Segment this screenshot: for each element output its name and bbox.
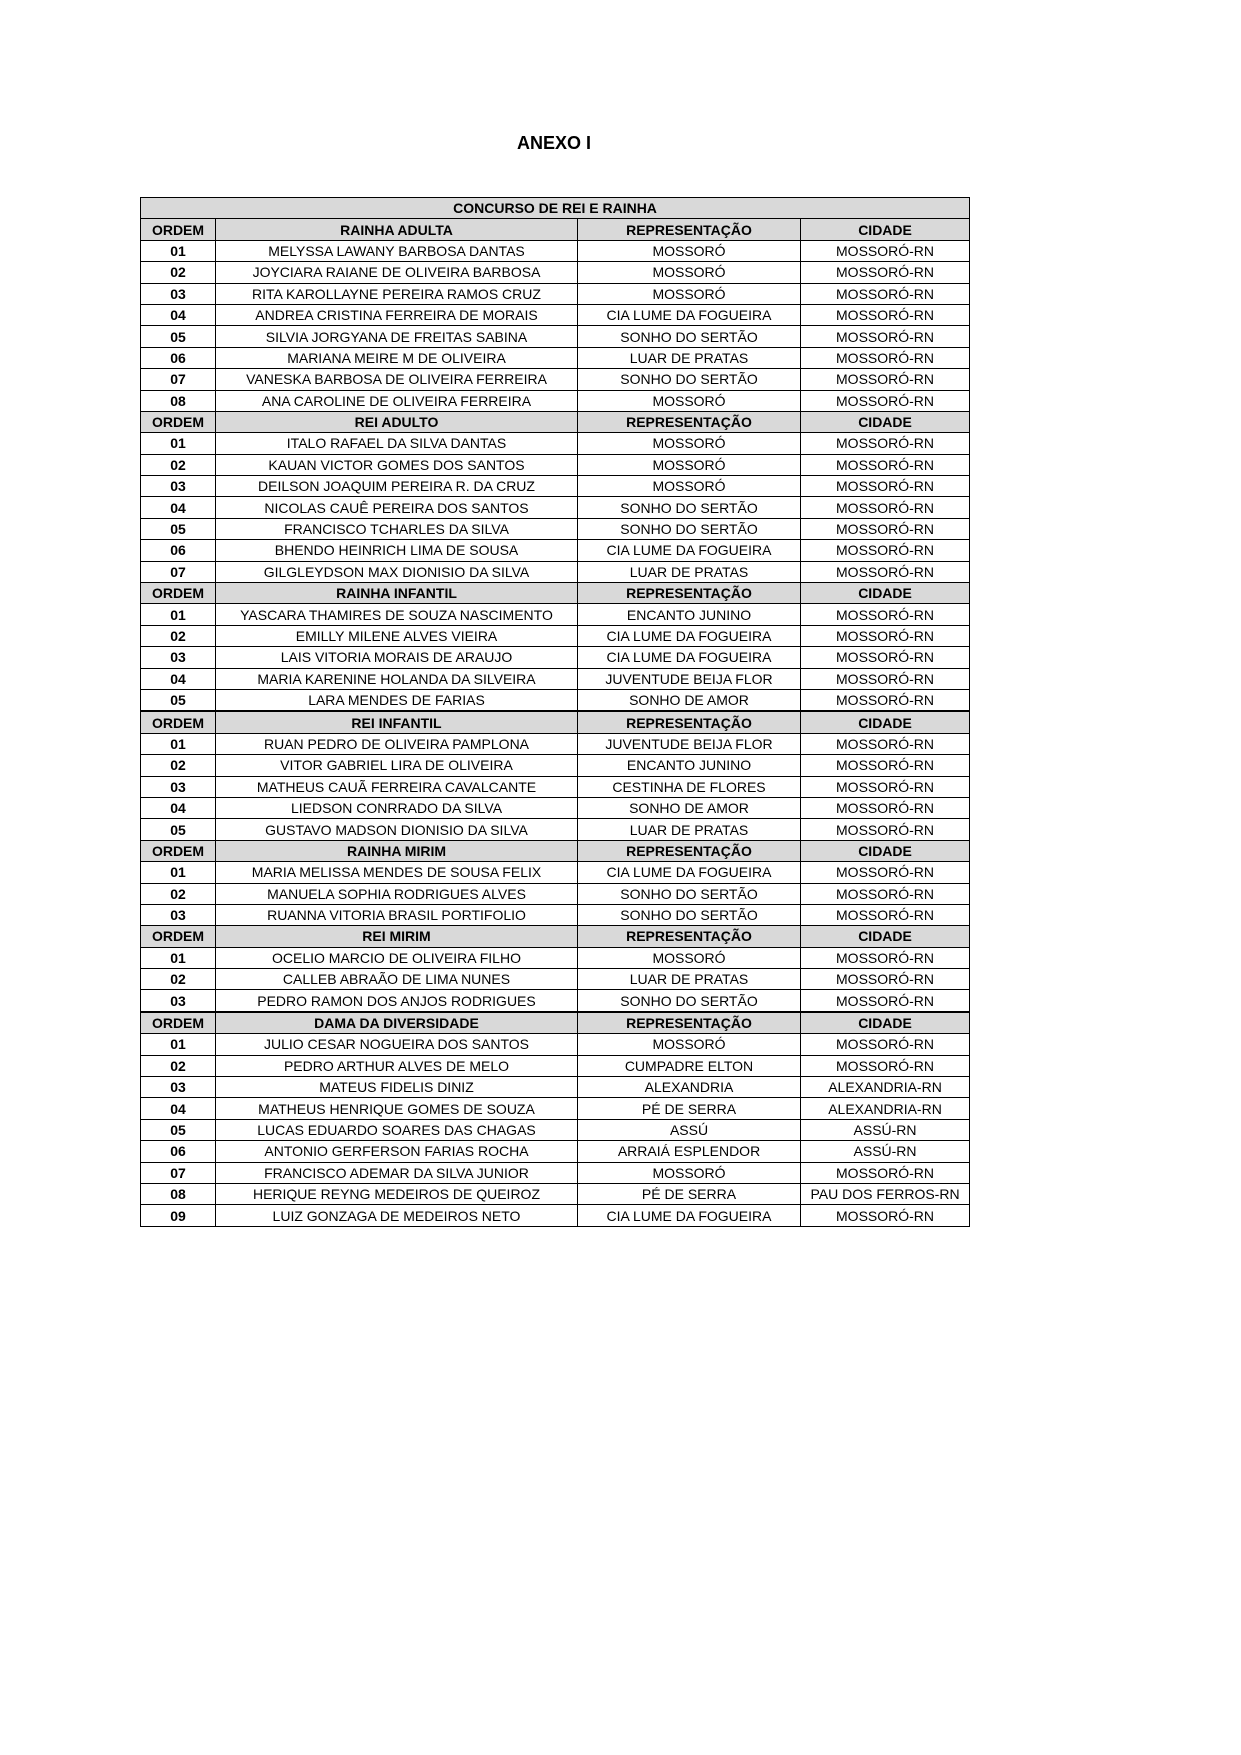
ordem-cell: 01 [141, 733, 216, 754]
ordem-cell: 08 [141, 390, 216, 411]
column-header-cidade: CIDADE [801, 219, 970, 240]
ordem-cell: 03 [141, 647, 216, 668]
name-cell: LUCAS EDUARDO SOARES DAS CHAGAS [216, 1119, 578, 1140]
column-header-representacao: REPRESENTAÇÃO [578, 219, 801, 240]
cidade-cell: MOSSORÓ-RN [801, 1205, 970, 1226]
name-cell: HERIQUE REYNG MEDEIROS DE QUEIROZ [216, 1183, 578, 1204]
ordem-cell: 04 [141, 668, 216, 689]
ordem-cell: 03 [141, 476, 216, 497]
table-row [141, 862, 970, 883]
cidade-cell: MOSSORÓ-RN [801, 304, 970, 325]
representacao-cell: SONHO DO SERTÃO [578, 369, 801, 390]
ordem-cell: 01 [141, 604, 216, 625]
cidade-cell: MOSSORÓ-RN [801, 369, 970, 390]
representacao-cell: SONHO DE AMOR [578, 689, 801, 711]
name-cell: ANTONIO GERFERSON FARIAS ROCHA [216, 1141, 578, 1162]
name-cell: YASCARA THAMIRES DE SOUZA NASCIMENTO [216, 604, 578, 625]
ordem-cell: 01 [141, 240, 216, 261]
table-row [141, 304, 970, 325]
representacao-cell: LUAR DE PRATAS [578, 561, 801, 582]
cidade-cell: MOSSORÓ-RN [801, 819, 970, 840]
table-row [141, 668, 970, 689]
representacao-cell: JUVENTUDE BEIJA FLOR [578, 668, 801, 689]
column-header-representacao: REPRESENTAÇÃO [578, 1012, 801, 1034]
name-cell: DEILSON JOAQUIM PEREIRA R. DA CRUZ [216, 476, 578, 497]
cidade-cell: MOSSORÓ-RN [801, 969, 970, 990]
cidade-cell: MOSSORÓ-RN [801, 797, 970, 818]
table-row [141, 240, 970, 261]
name-cell: JOYCIARA RAIANE DE OLIVEIRA BARBOSA [216, 262, 578, 283]
name-cell: JULIO CESAR NOGUEIRA DOS SANTOS [216, 1034, 578, 1055]
name-cell: CALLEB ABRAÃO DE LIMA NUNES [216, 969, 578, 990]
ordem-cell: 04 [141, 797, 216, 818]
column-header-representacao: REPRESENTAÇÃO [578, 583, 801, 604]
representacao-cell: CIA LUME DA FOGUEIRA [578, 1205, 801, 1226]
table-row [141, 689, 970, 711]
section-category-header: RAINHA ADULTA [216, 219, 578, 240]
representacao-cell: CIA LUME DA FOGUEIRA [578, 625, 801, 646]
name-cell: MARIANA MEIRE M DE OLIVEIRA [216, 347, 578, 368]
ordem-cell: 02 [141, 1055, 216, 1076]
cidade-cell: MOSSORÓ-RN [801, 647, 970, 668]
representacao-cell: MOSSORÓ [578, 433, 801, 454]
section-header-row [141, 1012, 970, 1034]
cidade-cell: ASSÚ-RN [801, 1141, 970, 1162]
cidade-cell: MOSSORÓ-RN [801, 990, 970, 1012]
name-cell: ITALO RAFAEL DA SILVA DANTAS [216, 433, 578, 454]
name-cell: LIEDSON CONRRADO DA SILVA [216, 797, 578, 818]
column-header-cidade: CIDADE [801, 1012, 970, 1034]
ordem-cell: 01 [141, 947, 216, 968]
representacao-cell: CIA LUME DA FOGUEIRA [578, 540, 801, 561]
representacao-cell: MOSSORÓ [578, 947, 801, 968]
name-cell: VITOR GABRIEL LIRA DE OLIVEIRA [216, 755, 578, 776]
representacao-cell: ENCANTO JUNINO [578, 755, 801, 776]
ordem-cell: 02 [141, 262, 216, 283]
section-header-row [141, 711, 970, 733]
table-title: CONCURSO DE REI E RAINHA [141, 198, 970, 219]
cidade-cell: MOSSORÓ-RN [801, 262, 970, 283]
name-cell: LUIZ GONZAGA DE MEDEIROS NETO [216, 1205, 578, 1226]
table-row [141, 326, 970, 347]
ordem-cell: 02 [141, 969, 216, 990]
column-header-cidade: CIDADE [801, 411, 970, 432]
cidade-cell: ASSÚ-RN [801, 1119, 970, 1140]
ordem-cell: 09 [141, 1205, 216, 1226]
table-row [141, 1183, 970, 1204]
cidade-cell: ALEXANDRIA-RN [801, 1077, 970, 1098]
representacao-cell: CESTINHA DE FLORES [578, 776, 801, 797]
table-row [141, 1205, 970, 1226]
representacao-cell: MOSSORÓ [578, 390, 801, 411]
column-header-ordem: ORDEM [141, 219, 216, 240]
table-row [141, 755, 970, 776]
cidade-cell: ALEXANDRIA-RN [801, 1098, 970, 1119]
name-cell: MARIA KARENINE HOLANDA DA SILVEIRA [216, 668, 578, 689]
name-cell: GUSTAVO MADSON DIONISIO DA SILVA [216, 819, 578, 840]
cidade-cell: MOSSORÓ-RN [801, 947, 970, 968]
cidade-cell: MOSSORÓ-RN [801, 561, 970, 582]
representacao-cell: LUAR DE PRATAS [578, 819, 801, 840]
ordem-cell: 03 [141, 776, 216, 797]
ordem-cell: 04 [141, 1098, 216, 1119]
representacao-cell: ASSÚ [578, 1119, 801, 1140]
name-cell: GILGLEYDSON MAX DIONISIO DA SILVA [216, 561, 578, 582]
column-header-representacao: REPRESENTAÇÃO [578, 926, 801, 947]
ordem-cell: 03 [141, 283, 216, 304]
cidade-cell: MOSSORÓ-RN [801, 1162, 970, 1183]
ordem-cell: 02 [141, 883, 216, 904]
section-header-row [141, 926, 970, 947]
representacao-cell: CIA LUME DA FOGUEIRA [578, 304, 801, 325]
table-row [141, 1162, 970, 1183]
column-header-representacao: REPRESENTAÇÃO [578, 411, 801, 432]
table-row [141, 604, 970, 625]
representacao-cell: MOSSORÓ [578, 454, 801, 475]
ordem-cell: 02 [141, 755, 216, 776]
name-cell: RUANNA VITORIA BRASIL PORTIFOLIO [216, 904, 578, 925]
name-cell: FRANCISCO TCHARLES DA SILVA [216, 518, 578, 539]
ordem-cell: 05 [141, 518, 216, 539]
table-row [141, 819, 970, 840]
representacao-cell: JUVENTUDE BEIJA FLOR [578, 733, 801, 754]
name-cell: RITA KAROLLAYNE PEREIRA RAMOS CRUZ [216, 283, 578, 304]
column-header-representacao: REPRESENTAÇÃO [578, 711, 801, 733]
table-row [141, 1098, 970, 1119]
representacao-cell: ARRAIÁ ESPLENDOR [578, 1141, 801, 1162]
representacao-cell: SONHO DO SERTÃO [578, 990, 801, 1012]
cidade-cell: MOSSORÓ-RN [801, 1055, 970, 1076]
ordem-cell: 06 [141, 1141, 216, 1162]
name-cell: OCELIO MARCIO DE OLIVEIRA FILHO [216, 947, 578, 968]
table-row [141, 283, 970, 304]
representacao-cell: MOSSORÓ [578, 262, 801, 283]
cidade-cell: MOSSORÓ-RN [801, 326, 970, 347]
name-cell: MARIA MELISSA MENDES DE SOUSA FELIX [216, 862, 578, 883]
ordem-cell: 07 [141, 1162, 216, 1183]
representacao-cell: SONHO DO SERTÃO [578, 497, 801, 518]
cidade-cell: MOSSORÓ-RN [801, 604, 970, 625]
ordem-cell: 01 [141, 1034, 216, 1055]
section-category-header: RAINHA MIRIM [216, 840, 578, 861]
representacao-cell: ENCANTO JUNINO [578, 604, 801, 625]
representacao-cell: MOSSORÓ [578, 1162, 801, 1183]
name-cell: PEDRO ARTHUR ALVES DE MELO [216, 1055, 578, 1076]
name-cell: EMILLY MILENE ALVES VIEIRA [216, 625, 578, 646]
representacao-cell: SONHO DE AMOR [578, 797, 801, 818]
ordem-cell: 04 [141, 497, 216, 518]
table-row [141, 347, 970, 368]
ordem-cell: 05 [141, 689, 216, 711]
name-cell: NICOLAS CAUÊ PEREIRA DOS SANTOS [216, 497, 578, 518]
section-header-row [141, 840, 970, 861]
cidade-cell: MOSSORÓ-RN [801, 454, 970, 475]
table-row [141, 1119, 970, 1140]
cidade-cell: PAU DOS FERROS-RN [801, 1183, 970, 1204]
ordem-cell: 05 [141, 326, 216, 347]
table-row [141, 262, 970, 283]
table-row [141, 497, 970, 518]
table-body [141, 219, 970, 1226]
representacao-cell: SONHO DO SERTÃO [578, 518, 801, 539]
table-row [141, 883, 970, 904]
section-header-row [141, 219, 970, 240]
ordem-cell: 06 [141, 347, 216, 368]
section-category-header: REI MIRIM [216, 926, 578, 947]
representacao-cell: SONHO DO SERTÃO [578, 883, 801, 904]
column-header-cidade: CIDADE [801, 926, 970, 947]
table-row [141, 969, 970, 990]
column-header-ordem: ORDEM [141, 583, 216, 604]
representacao-cell: SONHO DO SERTÃO [578, 326, 801, 347]
name-cell: BHENDO HEINRICH LIMA DE SOUSA [216, 540, 578, 561]
table-row [141, 625, 970, 646]
cidade-cell: MOSSORÓ-RN [801, 433, 970, 454]
representacao-cell: CUMPADRE ELTON [578, 1055, 801, 1076]
ordem-cell: 02 [141, 454, 216, 475]
cidade-cell: MOSSORÓ-RN [801, 625, 970, 646]
cidade-cell: MOSSORÓ-RN [801, 283, 970, 304]
cidade-cell: MOSSORÓ-RN [801, 240, 970, 261]
cidade-cell: MOSSORÓ-RN [801, 1034, 970, 1055]
table-row [141, 733, 970, 754]
ordem-cell: 01 [141, 433, 216, 454]
table-row [141, 904, 970, 925]
cidade-cell: MOSSORÓ-RN [801, 776, 970, 797]
name-cell: MATEUS FIDELIS DINIZ [216, 1077, 578, 1098]
representacao-cell: CIA LUME DA FOGUEIRA [578, 862, 801, 883]
cidade-cell: MOSSORÓ-RN [801, 540, 970, 561]
table-row [141, 561, 970, 582]
ordem-cell: 05 [141, 1119, 216, 1140]
name-cell: RUAN PEDRO DE OLIVEIRA PAMPLONA [216, 733, 578, 754]
name-cell: KAUAN VICTOR GOMES DOS SANTOS [216, 454, 578, 475]
section-category-header: REI INFANTIL [216, 711, 578, 733]
name-cell: ANDREA CRISTINA FERREIRA DE MORAIS [216, 304, 578, 325]
cidade-cell: MOSSORÓ-RN [801, 518, 970, 539]
ordem-cell: 03 [141, 904, 216, 925]
column-header-representacao: REPRESENTAÇÃO [578, 840, 801, 861]
name-cell: ANA CAROLINE DE OLIVEIRA FERREIRA [216, 390, 578, 411]
section-header-row [141, 411, 970, 432]
representacao-cell: CIA LUME DA FOGUEIRA [578, 647, 801, 668]
column-header-cidade: CIDADE [801, 583, 970, 604]
table-row [141, 476, 970, 497]
cidade-cell: MOSSORÓ-RN [801, 476, 970, 497]
representacao-cell: LUAR DE PRATAS [578, 347, 801, 368]
representacao-cell: MOSSORÓ [578, 240, 801, 261]
table-row [141, 540, 970, 561]
representacao-cell: SONHO DO SERTÃO [578, 904, 801, 925]
ordem-cell: 02 [141, 625, 216, 646]
section-category-header: REI ADULTO [216, 411, 578, 432]
name-cell: MATHEUS CAUÃ FERREIRA CAVALCANTE [216, 776, 578, 797]
cidade-cell: MOSSORÓ-RN [801, 862, 970, 883]
section-category-header: RAINHA INFANTIL [216, 583, 578, 604]
column-header-ordem: ORDEM [141, 711, 216, 733]
table-row [141, 776, 970, 797]
cidade-cell: MOSSORÓ-RN [801, 755, 970, 776]
section-header-row [141, 583, 970, 604]
cidade-cell: MOSSORÓ-RN [801, 668, 970, 689]
table-row [141, 1077, 970, 1098]
ordem-cell: 06 [141, 540, 216, 561]
name-cell: MELYSSA LAWANY BARBOSA DANTAS [216, 240, 578, 261]
ordem-cell: 07 [141, 561, 216, 582]
ordem-cell: 03 [141, 1077, 216, 1098]
section-category-header: DAMA DA DIVERSIDADE [216, 1012, 578, 1034]
table-row [141, 433, 970, 454]
table-row [141, 390, 970, 411]
representacao-cell: MOSSORÓ [578, 476, 801, 497]
name-cell: MANUELA SOPHIA RODRIGUES ALVES [216, 883, 578, 904]
table-title-row [141, 198, 970, 219]
page-title: ANEXO I [516, 133, 591, 153]
column-header-ordem: ORDEM [141, 411, 216, 432]
table-row [141, 518, 970, 539]
table-row [141, 1141, 970, 1162]
table-row [141, 1055, 970, 1076]
cidade-cell: MOSSORÓ-RN [801, 733, 970, 754]
table-row [141, 369, 970, 390]
column-header-ordem: ORDEM [141, 1012, 216, 1034]
representacao-cell: MOSSORÓ [578, 1034, 801, 1055]
table-row [141, 947, 970, 968]
contest-table [140, 197, 970, 1227]
cidade-cell: MOSSORÓ-RN [801, 904, 970, 925]
representacao-cell: LUAR DE PRATAS [578, 969, 801, 990]
table-row [141, 797, 970, 818]
representacao-cell: PÉ DE SERRA [578, 1183, 801, 1204]
ordem-cell: 08 [141, 1183, 216, 1204]
column-header-cidade: CIDADE [801, 711, 970, 733]
representacao-cell: MOSSORÓ [578, 283, 801, 304]
name-cell: FRANCISCO ADEMAR DA SILVA JUNIOR [216, 1162, 578, 1183]
ordem-cell: 05 [141, 819, 216, 840]
table-row [141, 647, 970, 668]
cidade-cell: MOSSORÓ-RN [801, 497, 970, 518]
table-row [141, 1034, 970, 1055]
name-cell: PEDRO RAMON DOS ANJOS RODRIGUES [216, 990, 578, 1012]
cidade-cell: MOSSORÓ-RN [801, 689, 970, 711]
ordem-cell: 03 [141, 990, 216, 1012]
column-header-ordem: ORDEM [141, 840, 216, 861]
ordem-cell: 07 [141, 369, 216, 390]
column-header-ordem: ORDEM [141, 926, 216, 947]
column-header-cidade: CIDADE [801, 840, 970, 861]
representacao-cell: PÉ DE SERRA [578, 1098, 801, 1119]
name-cell: VANESKA BARBOSA DE OLIVEIRA FERREIRA [216, 369, 578, 390]
name-cell: MATHEUS HENRIQUE GOMES DE SOUZA [216, 1098, 578, 1119]
name-cell: LARA MENDES DE FARIAS [216, 689, 578, 711]
table-row [141, 990, 970, 1012]
name-cell: SILVIA JORGYANA DE FREITAS SABINA [216, 326, 578, 347]
representacao-cell: ALEXANDRIA [578, 1077, 801, 1098]
cidade-cell: MOSSORÓ-RN [801, 883, 970, 904]
ordem-cell: 04 [141, 304, 216, 325]
cidade-cell: MOSSORÓ-RN [801, 390, 970, 411]
cidade-cell: MOSSORÓ-RN [801, 347, 970, 368]
name-cell: LAIS VITORIA MORAIS DE ARAUJO [216, 647, 578, 668]
table-row [141, 454, 970, 475]
ordem-cell: 01 [141, 862, 216, 883]
